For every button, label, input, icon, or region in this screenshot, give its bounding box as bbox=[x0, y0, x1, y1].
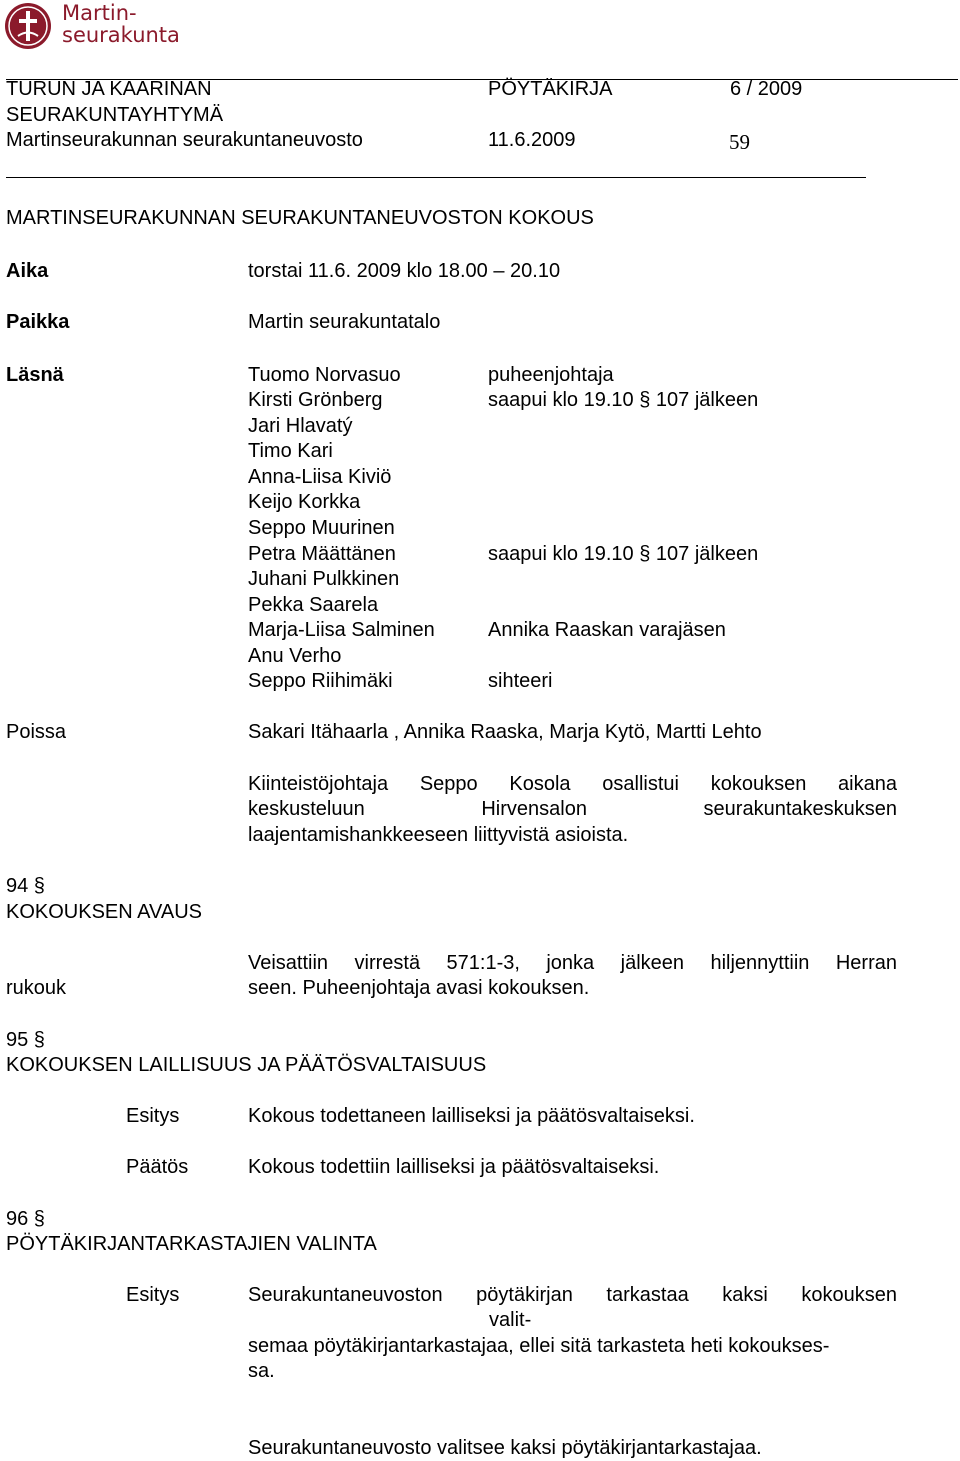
section-96-title: PÖYTÄKIRJANTARKASTAJIEN VALINTA bbox=[6, 1233, 377, 1255]
header-org-line2: SEURAKUNTAYHTYMÄ bbox=[6, 104, 224, 126]
logo-text-line1: Martin- bbox=[62, 1, 137, 25]
member-name: Timo Kari bbox=[248, 440, 333, 462]
section-96-proposal-line-1: Seurakuntaneuvoston pöytäkirjan tarkastaa kaksi kokouksen bbox=[248, 1284, 897, 1306]
member-note: puheenjohtaja bbox=[488, 364, 614, 386]
section-95-decision-text: Kokous todettiin lailliseksi ja päätösvaltaiseksi. bbox=[248, 1156, 660, 1178]
member-name: Jari Hlavatý bbox=[248, 415, 353, 437]
section-95-number: 95 § bbox=[6, 1029, 45, 1051]
note-line-1: Kiinteistöjohtaja Seppo Kosola osallistui kokouksen aikana bbox=[248, 773, 897, 795]
member-name: Kirsti Grönberg bbox=[248, 389, 383, 411]
member-name: Anu Verho bbox=[248, 645, 342, 667]
absent-label: Poissa bbox=[6, 721, 67, 743]
header-body-name: Martinseurakunnan seurakuntaneuvosto bbox=[6, 129, 363, 151]
member-note: saapui klo 19.10 § 107 jälkeen bbox=[488, 543, 759, 565]
member-name: Keijo Korkka bbox=[248, 491, 361, 513]
header-doc-type: PÖYTÄKIRJA bbox=[488, 78, 613, 100]
header-page-number: 59 bbox=[729, 130, 750, 154]
note-line-2: keskusteluun Hirvensalon seurakuntakeskuksen bbox=[248, 798, 897, 820]
section-94-number: 94 § bbox=[6, 875, 45, 897]
section-96-proposal-line-2: valit- bbox=[489, 1309, 532, 1331]
header-org-line1: TURUN JA KAARINAN bbox=[6, 78, 212, 100]
header-date: 11.6.2009 bbox=[488, 129, 576, 151]
section-95-title: KOKOUKSEN LAILLISUUS JA PÄÄTÖSVALTAISUUS bbox=[6, 1054, 487, 1076]
section-94-text-line-1: Veisattiin virrestä 571:1-3, jonka jälkeen hiljennyttiin Herran bbox=[248, 952, 897, 974]
member-name: Marja-Liisa Salminen bbox=[248, 619, 435, 641]
present-label: Läsnä bbox=[6, 364, 64, 386]
member-note: Annika Raaskan varajäsen bbox=[488, 619, 726, 641]
section-95-proposal-label: Esitys bbox=[126, 1105, 180, 1127]
logo-text-line2: seurakunta bbox=[62, 23, 180, 47]
member-name: Tuomo Norvasuo bbox=[248, 364, 401, 386]
member-name: Anna-Liisa Kiviö bbox=[248, 466, 392, 488]
meeting-title: MARTINSEURAKUNNAN SEURAKUNTANEUVOSTON KOKOUS bbox=[6, 207, 594, 229]
member-name: Seppo Riihimäki bbox=[248, 670, 393, 692]
header-doc-number: 6 / 2009 bbox=[730, 78, 803, 100]
section-94-title: KOKOUKSEN AVAUS bbox=[6, 901, 202, 923]
time-value: torstai 11.6. 2009 klo 18.00 – 20.10 bbox=[248, 260, 561, 282]
note-line-3: laajentamishankkeeseen liittyvistä asioista. bbox=[248, 824, 629, 846]
section-96-decision-text: Seurakuntaneuvosto valitsee kaksi pöytäkirjantarkastajaa. bbox=[248, 1437, 762, 1459]
martinseurakunta-logo bbox=[4, 1, 180, 50]
member-name: Pekka Saarela bbox=[248, 594, 379, 616]
section-96-proposal-line-4: sa. bbox=[248, 1360, 275, 1382]
member-note: sihteeri bbox=[488, 670, 553, 692]
place-label: Paikka bbox=[6, 311, 70, 333]
section-96-number: 96 § bbox=[6, 1208, 45, 1230]
section-95-decision-label: Päätös bbox=[126, 1156, 189, 1178]
member-name: Petra Määttänen bbox=[248, 543, 396, 565]
time-label: Aika bbox=[6, 260, 49, 282]
place-value: Martin seurakuntatalo bbox=[248, 311, 441, 333]
section-94-text-line-2: seen. Puheenjohtaja avasi kokouksen. bbox=[248, 977, 590, 999]
cross-seal-icon bbox=[4, 2, 54, 50]
header-bottom-rule bbox=[6, 177, 866, 178]
section-94-side-label: rukouk bbox=[6, 977, 67, 999]
member-name: Seppo Muurinen bbox=[248, 517, 395, 539]
member-note: saapui klo 19.10 § 107 jälkeen bbox=[488, 389, 759, 411]
section-96-proposal-label: Esitys bbox=[126, 1284, 180, 1306]
absent-value: Sakari Itähaarla , Annika Raaska, Marja Kytö, Martti Lehto bbox=[248, 721, 762, 743]
member-name: Juhani Pulkkinen bbox=[248, 568, 400, 590]
section-96-proposal-line-3: semaa pöytäkirjantarkastajaa, ellei sitä tarkasteta heti kokoukses- bbox=[248, 1335, 830, 1357]
section-95-proposal-text: Kokous todettaneen lailliseksi ja päätösvaltaiseksi. bbox=[248, 1105, 695, 1127]
